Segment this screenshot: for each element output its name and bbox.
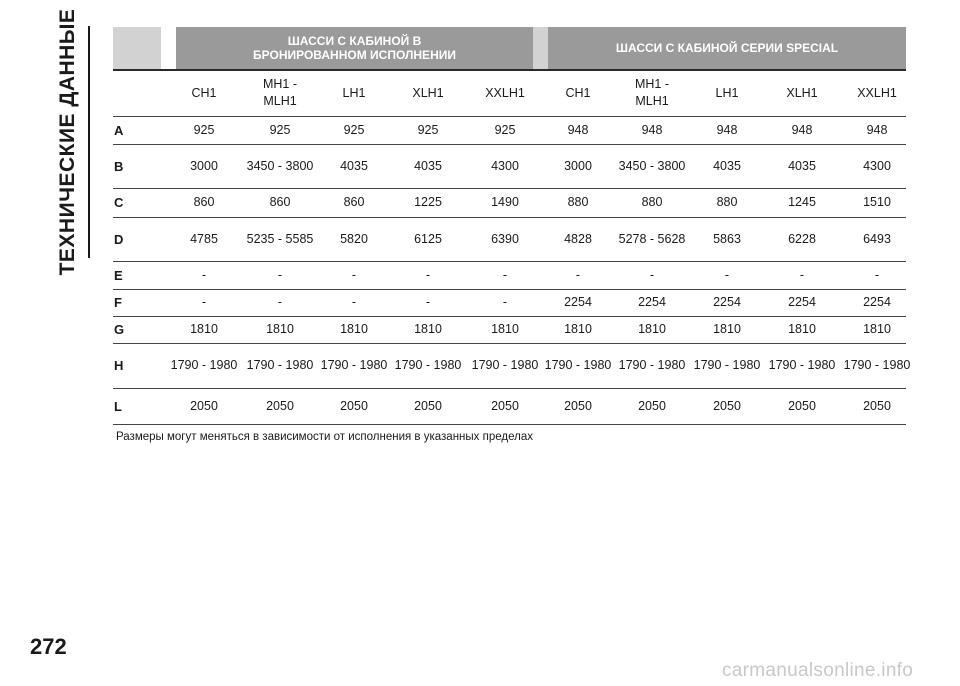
- row-label: E: [114, 267, 123, 283]
- table-cell: 925: [417, 122, 439, 137]
- table-cell: 3000: [564, 158, 592, 173]
- table-cell: 2050: [340, 398, 368, 413]
- table-cell: 948: [567, 122, 589, 137]
- table-cell: 925: [269, 122, 291, 137]
- table-cell: 925: [494, 122, 516, 137]
- table-cell: -: [502, 295, 508, 309]
- table-cell: 860: [193, 195, 215, 209]
- table-cell: 1810: [190, 322, 218, 336]
- table-cell: 1810: [491, 322, 519, 336]
- column-header: CH1: [565, 85, 591, 100]
- table-cell: 925: [193, 122, 215, 137]
- header-group-armored-label: ШАССИ С КАБИНОЙ В БРОНИРОВАННОМ ИСПОЛНЕНИИ: [253, 34, 456, 62]
- table-cell: -: [201, 295, 207, 309]
- table-cell: 4300: [491, 158, 519, 173]
- section-title-vertical: [48, 8, 92, 276]
- table-cell: 1810: [564, 322, 592, 336]
- table-cell: 1790 - 1980: [843, 358, 911, 372]
- table-cell: 948: [866, 122, 888, 137]
- table-cell: 1810: [863, 322, 891, 336]
- column-header: LH1: [342, 85, 366, 100]
- column-header: XLH1: [786, 85, 818, 100]
- table-cell: 2050: [190, 398, 218, 413]
- column-header: XXLH1: [857, 85, 897, 100]
- table-cell: -: [425, 267, 431, 282]
- table-cell: 1790 - 1980: [246, 358, 314, 372]
- table-cell: 1790 - 1980: [544, 358, 612, 372]
- row-label: G: [114, 322, 125, 337]
- column-header: XLH1: [412, 85, 444, 100]
- table-cell: 1790 - 1980: [693, 358, 761, 372]
- table-cell: 3450 - 3800: [618, 158, 686, 173]
- column-header: MH1 - MLH1: [262, 77, 298, 108]
- table-cell: 2050: [491, 398, 519, 413]
- table-cell: 1790 - 1980: [618, 358, 686, 372]
- table-cell: 1790 - 1980: [471, 358, 539, 372]
- table-cell: 5820: [340, 231, 368, 246]
- section-title: ТЕХНИЧЕСКИЕ ДАННЫЕ: [56, 8, 79, 276]
- header-blank-left: [113, 27, 161, 69]
- table-cell: 1810: [788, 322, 816, 336]
- header-blank-middle: [533, 27, 548, 69]
- column-header: XXLH1: [485, 85, 525, 100]
- table-cell: 4828: [564, 231, 592, 246]
- row-label: L: [114, 398, 122, 414]
- table-cell: -: [425, 295, 431, 309]
- row-label: A: [114, 122, 124, 138]
- table-cell: 880: [641, 195, 663, 209]
- table-cell: -: [649, 267, 655, 282]
- table-cell: 1810: [638, 322, 666, 336]
- table-cell: 6493: [863, 231, 891, 246]
- table-cell: -: [575, 267, 581, 282]
- table-cell: -: [502, 267, 508, 282]
- table-cell: -: [724, 267, 730, 282]
- table-cell: -: [351, 295, 357, 309]
- table-cell: 860: [343, 195, 365, 209]
- table-cell: 1225: [414, 195, 442, 209]
- table-cell: 2254: [564, 295, 592, 309]
- table-cell: 6228: [788, 231, 816, 246]
- table-cell: 2050: [414, 398, 442, 413]
- table-cell: 2050: [638, 398, 666, 413]
- table-cell: 4035: [788, 158, 816, 173]
- row-label: F: [114, 295, 122, 310]
- table-cell: 2050: [863, 398, 891, 413]
- section-title-rule: [88, 26, 90, 258]
- table-cell: 1810: [340, 322, 368, 336]
- table-cell: 4785: [190, 231, 218, 246]
- table-cell: 1810: [266, 322, 294, 336]
- table-cell: -: [277, 295, 283, 309]
- header-group-armored: [176, 27, 533, 69]
- table-cell: 4035: [414, 158, 442, 173]
- table-cell: 3000: [190, 158, 218, 173]
- row-label: B: [114, 158, 124, 174]
- table-cell: 5278 - 5628: [618, 231, 686, 246]
- table-cell: -: [201, 267, 207, 282]
- table-cell: 2254: [788, 295, 816, 309]
- header-group-special: [548, 27, 906, 69]
- table-cell: 4035: [713, 158, 741, 173]
- column-header: LH1: [715, 85, 739, 100]
- table-cell: 925: [343, 122, 365, 137]
- table-cell: 948: [791, 122, 813, 137]
- table-cell: 880: [567, 195, 589, 209]
- table-cell: 5863: [713, 231, 741, 246]
- table-cell: 2050: [713, 398, 741, 413]
- table-cell: 2050: [788, 398, 816, 413]
- column-header: MH1 - MLH1: [634, 77, 670, 108]
- table-cell: 2050: [266, 398, 294, 413]
- table-cell: 2254: [863, 295, 891, 309]
- table-cell: 1810: [713, 322, 741, 336]
- table-cell: 1790 - 1980: [394, 358, 462, 372]
- page-number: 272: [30, 634, 67, 659]
- table-cell: 2254: [638, 295, 666, 309]
- table-cell: 4300: [863, 158, 891, 173]
- column-header: CH1: [191, 85, 217, 100]
- row-label: D: [114, 231, 124, 247]
- footnote: Размеры могут меняться в зависимости от исполнения в указанных пределах: [116, 431, 533, 443]
- table-cell: 948: [641, 122, 663, 137]
- table-cell: 880: [716, 195, 738, 209]
- table-cell: 2254: [713, 295, 741, 309]
- table-cell: 6390: [491, 231, 519, 246]
- table-cell: 1790 - 1980: [170, 358, 238, 372]
- table-cell: 1790 - 1980: [320, 358, 388, 372]
- table-cell: -: [874, 267, 880, 282]
- header-group-special-label: ШАССИ С КАБИНОЙ СЕРИИ SPECIAL: [615, 41, 839, 55]
- row-divider: [113, 424, 906, 425]
- row-label: H: [114, 358, 124, 373]
- table-cell: 5235 - 5585: [246, 231, 314, 246]
- table-cell: 2050: [564, 398, 592, 413]
- table-cell: 1490: [491, 195, 519, 209]
- table-cell: 4035: [340, 158, 368, 173]
- table-cell: 860: [269, 195, 291, 209]
- row-label: C: [114, 195, 124, 210]
- table-cell: 3450 - 3800: [246, 158, 314, 173]
- table-cell: 1790 - 1980: [768, 358, 836, 372]
- table-cell: -: [351, 267, 357, 282]
- table-cell: -: [277, 267, 283, 282]
- table-cell: 1245: [788, 195, 816, 209]
- table-cell: -: [799, 267, 805, 282]
- table-cell: 1510: [863, 195, 891, 209]
- table-cell: 6125: [414, 231, 442, 246]
- table-cell: 948: [716, 122, 738, 137]
- watermark: carmanualsonline.info: [722, 660, 914, 681]
- table-cell: 1810: [414, 322, 442, 336]
